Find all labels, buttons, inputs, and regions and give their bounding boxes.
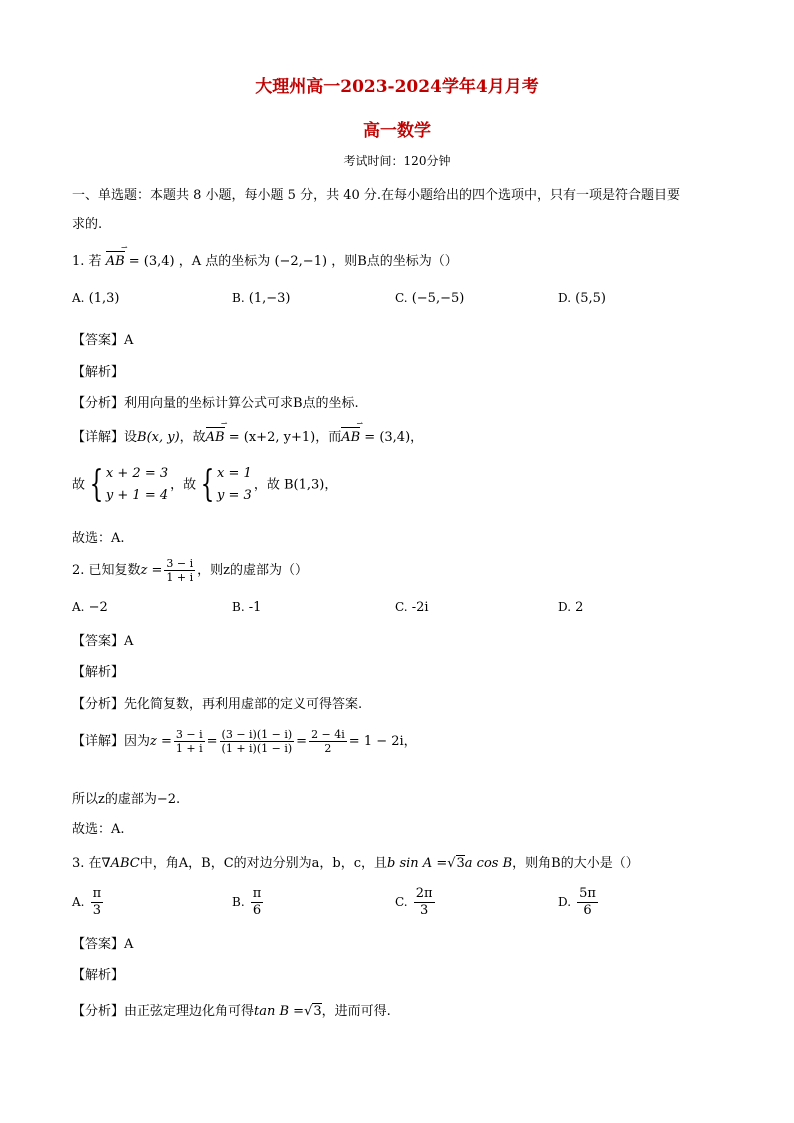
q1-option-c: C. (−5,−5): [395, 291, 465, 306]
q3-answer: 【答案】A: [72, 937, 134, 952]
q2-analysis: 【分析】先化简复数，再利用虚部的定义可得答案.: [72, 697, 363, 712]
vector-ab: AB ⇀: [106, 254, 125, 269]
q2-answer: 【答案】A: [72, 634, 134, 649]
q1-conclusion: 故选：A.: [72, 531, 125, 546]
exam-title: 大理州高一2023-2024学年4月月考: [255, 77, 539, 97]
q1-analysis: 【分析】利用向量的坐标计算公式可求B点的坐标.: [72, 396, 359, 411]
q3-option-c: C. $\frac{2\pi}{3}$: [395, 886, 433, 918]
q1-answer: 【答案】A: [72, 333, 134, 348]
q3-option-b: B. $\frac{\pi}{6}$: [232, 886, 262, 918]
q3-option-a: A. $\frac{\pi}{3}$: [72, 886, 102, 918]
q3-option-d: D. $\frac{5\pi}{6}$: [558, 886, 596, 918]
q1-stem: [72, 250, 458, 269]
q1-system: 故 { x + 2 = 3 y + 1 = 4 ，故 { x = 1 y = 3 ，故 B(1,3)，: [72, 464, 338, 505]
q2-analysis-heading: 【解析】: [72, 665, 125, 680]
vector-ab: AB ⇀: [206, 430, 225, 445]
q2-option-d: D. 2: [558, 600, 584, 615]
q1-analysis-heading: 【解析】: [72, 365, 125, 380]
q1-tail: ，则B点的坐标为（）: [331, 254, 458, 269]
q2-conclusion: 故选：A.: [72, 822, 125, 837]
q2-so: 所以z的虚部为−2.: [72, 792, 181, 807]
q1-detail: 【详解】设B(x, y)，故AB ⇀ = (x+2, y+1)，而AB ⇀ = (3,4)，: [72, 426, 423, 445]
q2-option-a: A. −2: [72, 600, 108, 615]
q3-analysis-heading: 【解析】: [72, 968, 125, 983]
q1-option-d: D. (5,5): [558, 291, 606, 306]
q2-detail: 【详解】因为z = $\frac{3 - i}{1 + i}$ = $\frac{(3 - i)(1 - i)}{(1 + i)(1 - i)}$ = $\frac{2 - 4i}{2}$ = 1 − 2i，: [72, 728, 417, 755]
q1-option-b: B. (1,−3): [232, 291, 291, 306]
q1-number: 1. 若: [72, 254, 102, 269]
q1-coord: (−2,−1): [274, 254, 328, 269]
q2-option-c: C. -2i: [395, 600, 429, 615]
q3-analysis: 【分析】由正弦定理边化角可得tan B =√3，进而可得.: [72, 1004, 391, 1019]
exam-subtitle: 高一数学: [363, 121, 431, 141]
q2-option-b: B. -1: [232, 600, 262, 615]
section-instructions-line2: 求的.: [72, 217, 103, 232]
q1-option-a: A. (1,3): [72, 291, 120, 306]
section-instructions-line1: 一、单选题：本题共 8 小题，每小题 5 分，共 40 分.在每小题给出的四个选项中，只有一项是符合题目要: [72, 188, 681, 203]
vector-ab: AB ⇀: [341, 430, 360, 445]
q3-stem: 3. 在∇ABC中，角A，B，C的对边分别为a，b，c，且b sin A =√3a cos B，则角B的大小是（）: [72, 856, 639, 871]
q1-vector-eq: = (3,4): [124, 254, 175, 269]
q2-stem: 2. 已知复数z = $\frac{3 - i}{1 + i}$ ，则z的虚部为（）: [72, 557, 309, 584]
q1-mid: ，A 点的坐标为: [178, 254, 271, 269]
exam-time: 考试时间：120分钟: [343, 154, 451, 168]
